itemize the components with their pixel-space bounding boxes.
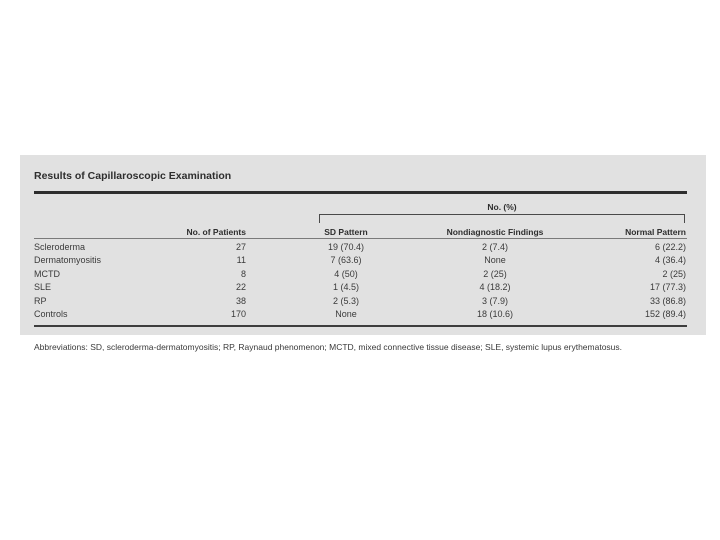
cell-patients: 170	[230, 309, 246, 319]
row-label: Controls	[34, 309, 68, 319]
group-header-bracket	[319, 214, 685, 223]
row-label: MCTD	[34, 268, 60, 279]
cell-sd-pattern: 4 (50)	[334, 268, 358, 279]
cell-normal-pattern: 17 (77.3)	[649, 282, 686, 293]
row-label: RP	[34, 295, 47, 306]
col-header-sd-pattern: SD Pattern	[324, 227, 368, 237]
cell-sd-pattern: 19 (70.4)	[327, 242, 365, 252]
bottom-rule	[34, 325, 687, 327]
group-header-label: No. (%)	[487, 202, 517, 212]
cell-nondiagnostic: None	[484, 255, 506, 266]
cell-sd-pattern: None	[335, 309, 357, 319]
cell-nondiagnostic: 18 (10.6)	[476, 309, 514, 319]
col-header-nondiagnostic: Nondiagnostic Findings	[446, 227, 544, 237]
cell-normal-pattern: 4 (36.4)	[654, 255, 686, 266]
col-header-normal-pattern: Normal Pattern	[625, 227, 686, 237]
title-rule	[34, 191, 687, 194]
cell-sd-pattern: 2 (5.3)	[332, 295, 359, 306]
cell-patients: 38	[235, 295, 246, 306]
cell-patients: 11	[236, 255, 246, 266]
cell-nondiagnostic: 2 (25)	[483, 268, 507, 279]
header-rule	[34, 238, 687, 239]
cell-normal-pattern: 33 (86.8)	[649, 295, 686, 306]
table-title: Results of Capillaroscopic Examination	[34, 170, 232, 182]
cell-normal-pattern: 152 (89.4)	[644, 309, 686, 319]
cell-normal-pattern: 2 (25)	[662, 268, 686, 279]
row-label: Dermatomyositis	[34, 255, 102, 266]
cell-normal-pattern: 6 (22.2)	[654, 242, 686, 252]
cell-sd-pattern: 1 (4.5)	[332, 282, 359, 293]
cell-nondiagnostic: 2 (7.4)	[481, 242, 508, 252]
cell-nondiagnostic: 3 (7.9)	[481, 295, 508, 306]
table-footnote: Abbreviations: SD, scleroderma-dermatomyositis; RP, Raynaud phenomenon; MCTD, mixed connective tissue disease; SLE, systemic lupus erythematosus.	[34, 342, 623, 352]
cell-patients: 8	[240, 268, 246, 279]
cell-sd-pattern: 7 (63.6)	[330, 255, 362, 266]
cell-patients: 22	[235, 282, 246, 293]
cell-nondiagnostic: 4 (18.2)	[479, 282, 511, 293]
row-label: Scleroderma	[34, 242, 86, 252]
col-header-patients: No. of Patients	[186, 227, 246, 237]
row-label: SLE	[34, 282, 52, 293]
cell-patients: 27	[235, 242, 246, 252]
